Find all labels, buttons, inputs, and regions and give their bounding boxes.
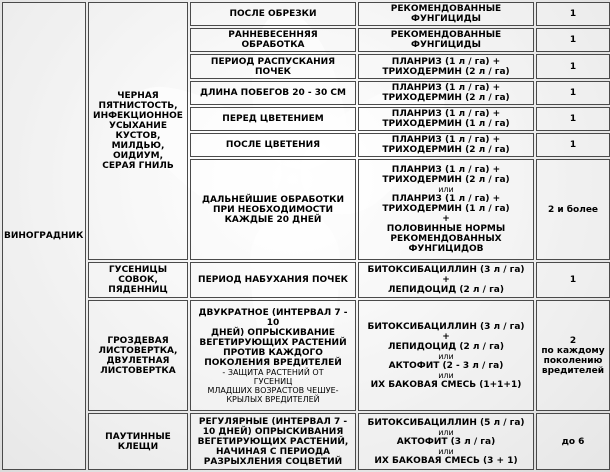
- preparation-cell: РЕКОМЕНДОВАННЫЕ ФУНГИЦИДЫ: [358, 28, 534, 52]
- table-row: [2, 413, 610, 470]
- preparation-cell: ПЛАНРИЗ (1 л / га) + ТРИХОДЕРМИН (2 л / га): [358, 133, 534, 157]
- period-cell: РАННЕВЕСЕННЯЯ ОБРАБОТКА: [190, 28, 356, 52]
- period-cell: РЕГУЛЯРНЫЕ (ИНТЕРВАЛ 7 - 10 ДНЕЙ) ОПРЫСКИВАНИЯ ВЕГЕТИРУЮЩИХ РАСТЕНИЙ, НАЧИНАЯ С ПЕРИОДА РАЗРЫХЛЕНИЯ СОЦВЕТИЙ: [190, 413, 356, 470]
- disease-cell: ПАУТИННЫЕ КЛЕЩИ: [88, 413, 188, 470]
- period-cell: ДАЛЬНЕЙШИЕ ОБРАБОТКИ ПРИ НЕОБХОДИМОСТИ КАЖДЫЕ 20 ДНЕЙ: [190, 159, 356, 260]
- count-cell: 1: [536, 28, 610, 52]
- count-cell: 1: [536, 2, 610, 26]
- table-row: [2, 300, 610, 411]
- crop-cell: ВИНОГРАДНИК: [2, 2, 86, 470]
- period-cell: ПЕРЕД ЦВЕТЕНИЕМ: [190, 107, 356, 131]
- period-cell: ПЕРИОД РАСПУСКАНИЯ ПОЧЕК: [190, 54, 356, 78]
- count-cell: 1: [536, 262, 610, 298]
- preparation-cell: БИТОКСИБАЦИЛЛИН (5 л / га) или АКТОФИТ (3 л / га) или ИХ БАКОВАЯ СМЕСЬ (3 + 1): [358, 413, 534, 470]
- disease-cell: ГУСЕНИЦЫ СОВОК, ПЯДЕННИЦ: [88, 262, 188, 298]
- count-cell: до 6: [536, 413, 610, 470]
- preparation-cell: РЕКОМЕНДОВАННЫЕ ФУНГИЦИДЫ: [358, 2, 534, 26]
- count-cell: 2 и более: [536, 159, 610, 260]
- disease-cell: ГРОЗДЕВАЯ ЛИСТОВЕРТКА, ДВУЛЕТНАЯ ЛИСТОВЕРТКА: [88, 300, 188, 411]
- period-cell: ПОСЛЕ ЦВЕТЕНИЯ: [190, 133, 356, 157]
- period-cell: ДЛИНА ПОБЕГОВ 20 - 30 СМ: [190, 81, 356, 105]
- table-row: [2, 2, 610, 26]
- count-cell: 1: [536, 81, 610, 105]
- count-cell: 1: [536, 54, 610, 78]
- count-cell: 1: [536, 133, 610, 157]
- count-cell: 1: [536, 107, 610, 131]
- table-row: [2, 262, 610, 298]
- count-cell: 2 по каждому поколению вредителей: [536, 300, 610, 411]
- disease-cell: ЧЕРНАЯ ПЯТНИСТОСТЬ, ИНФЕКЦИОННОЕ УСЫХАНИЕ КУСТОВ, МИЛДЬЮ, ОИДИУМ, СЕРАЯ ГНИЛЬ: [88, 2, 188, 260]
- preparation-cell: ПЛАНРИЗ (1 л / га) + ТРИХОДЕРМИН (1 л / га): [358, 107, 534, 131]
- preparation-cell: БИТОКСИБАЦИЛЛИН (3 л / га) + ЛЕПИДОЦИД (2 л / га): [358, 262, 534, 298]
- period-cell: ПОСЛЕ ОБРЕЗКИ: [190, 2, 356, 26]
- preparation-cell: БИТОКСИБАЦИЛЛИН (3 л / га) + ЛЕПИДОЦИД (2 л / га) или АКТОФИТ (2 - 3 л / га) или ИХ БАКОВАЯ СМЕСЬ (1+1+1): [358, 300, 534, 411]
- period-cell: ПЕРИОД НАБУХАНИЯ ПОЧЕК: [190, 262, 356, 298]
- preparation-cell: ПЛАНРИЗ (1 л / га) + ТРИХОДЕРМИН (2 л / га) или ПЛАНРИЗ (1 л / га) + ТРИХОДЕРМИН (1 л / га) + ПОЛОВИННЫЕ НОРМЫ РЕКОМЕНДОВАННЫХ ФУНГИЦИДОВ: [358, 159, 534, 260]
- preparation-cell: ПЛАНРИЗ (1 л / га) + ТРИХОДЕРМИН (2 л / га): [358, 54, 534, 78]
- preparation-cell: ПЛАНРИЗ (1 л / га) + ТРИХОДЕРМИН (2 л / га): [358, 81, 534, 105]
- period-cell: ДВУКРАТНОЕ (ИНТЕРВАЛ 7 - 10 ДНЕЙ) ОПРЫСКИВАНИЕ ВЕГЕТИРУЮЩИХ РАСТЕНИЙ ПРОТИВ КАЖДОГО ПОКОЛЕНИЯ ВРЕДИТЕЛЕЙ - ЗАЩИТА РАСТЕНИЙ ОТ ГУСЕНИЦ МЛАДШИХ ВОЗРАСТОВ ЧЕШУЕ- КРЫЛЫХ ВРЕДИТЕЛЕЙ: [190, 300, 356, 411]
